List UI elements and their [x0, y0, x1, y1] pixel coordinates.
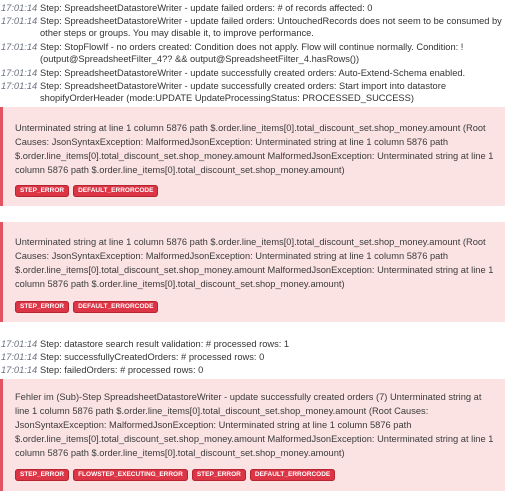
log-message: Step: datastore search result validation: # processed rows: 1 — [40, 339, 290, 349]
log-entry — [0, 364, 513, 376]
log-timestamp: 17:01:14 — [1, 81, 38, 91]
log-timestamp: 17:01:14 — [1, 16, 38, 26]
log-message: Step: SpreadsheetDatastoreWriter - update failed orders: UntouchedRecords does not seem to be consumed by other steps or groups. You may disable it, to improve performance. — [40, 16, 502, 39]
error-badge: DEFAULT_ERRORCODE — [73, 301, 158, 313]
error-box — [0, 222, 505, 322]
error-badge: STEP_ERROR — [15, 185, 69, 197]
log-entry — [0, 2, 513, 14]
log-timestamp: 17:01:14 — [1, 339, 38, 349]
log-message: Step: SpreadsheetDatastoreWriter - update failed orders: # of records affected: 0 — [40, 3, 373, 13]
error-badge: DEFAULT_ERRORCODE — [73, 185, 158, 197]
log-entry — [0, 41, 513, 65]
error-message: Unterminated string at line 1 column 5876 path $.order.line_items[0].total_discount_set.shop_money.amount (Root Causes: JsonSyntaxException: MalformedJsonException: Unterminated string at line 1 column 5876 path $.order.line_items[0].total_discount_set.shop_money.amount MalformedJsonException: Unterminated string at line 1 column 5876 path $.order.line_items[0].total_discount_set.shop_money.amount) — [15, 237, 494, 290]
log-timestamp: 17:01:14 — [1, 42, 38, 52]
error-badges — [15, 185, 158, 197]
error-box — [0, 379, 505, 491]
error-badge: STEP_ERROR — [15, 469, 69, 481]
log-entry — [0, 351, 513, 363]
log-timestamp: 17:01:14 — [1, 68, 38, 78]
error-message: Fehler im (Sub)-Step SpreadsheetDatastoreWriter - update successfully created orders (7) Unterminated string at line 1 column 5876 path $.order.line_items[0].total_discount_set.shop_money.amount (Root Causes: JsonSyntaxException: MalformedJsonException: Unterminated string at line 1 column 5876 path $.order.line_items[0].total_discount_set.shop_money.amount MalformedJsonException: Unterminated string at line 1 column 5876 path $.order.line_items[0].total_discount_set.shop_money.amount) — [15, 392, 494, 459]
error-box — [0, 107, 505, 206]
error-badge: STEP_ERROR — [15, 301, 69, 313]
log-entry — [0, 67, 513, 79]
log-message: Step: StopFlowIf - no orders created: Condition does not apply. Flow will continue normally. Condition: ! (output@SpreadsheetFilter_4?? && output@SpreadsheetFilter_4.hasRows()) — [40, 42, 464, 65]
error-badge: FLOWSTEP_EXECUTING_ERROR — [73, 469, 188, 481]
error-badges — [15, 469, 335, 481]
error-badge: DEFAULT_ERRORCODE — [250, 469, 335, 481]
log-message: Step: SpreadsheetDatastoreWriter - update successfully created orders: Start import into datastore shopifyOrderHeader (mode:UPDATE UpdateProcessingStatus: PROCESSED_SUCCESS) — [40, 81, 446, 104]
log-timestamp: 17:01:14 — [1, 3, 38, 13]
log-entry — [0, 80, 513, 104]
log-entry — [0, 15, 513, 39]
error-badge: STEP_ERROR — [192, 469, 246, 481]
log-timestamp: 17:01:14 — [1, 365, 38, 375]
error-message: Unterminated string at line 1 column 5876 path $.order.line_items[0].total_discount_set.shop_money.amount (Root Causes: JsonSyntaxException: MalformedJsonException: Unterminated string at line 1 column 5876 path $.order.line_items[0].total_discount_set.shop_money.amount MalformedJsonException: Unterminated string at line 1 column 5876 path $.order.line_items[0].total_discount_set.shop_money.amount) — [15, 123, 494, 176]
error-badges — [15, 301, 158, 313]
log-message: Step: SpreadsheetDatastoreWriter - update successfully created orders: Auto-Extend-Schema enabled. — [40, 68, 466, 78]
log-entry — [0, 338, 513, 350]
log-timestamp: 17:01:14 — [1, 352, 38, 362]
log-message: Step: successfullyCreatedOrders: # processed rows: 0 — [40, 352, 265, 362]
log-message: Step: failedOrders: # processed rows: 0 — [40, 365, 204, 375]
